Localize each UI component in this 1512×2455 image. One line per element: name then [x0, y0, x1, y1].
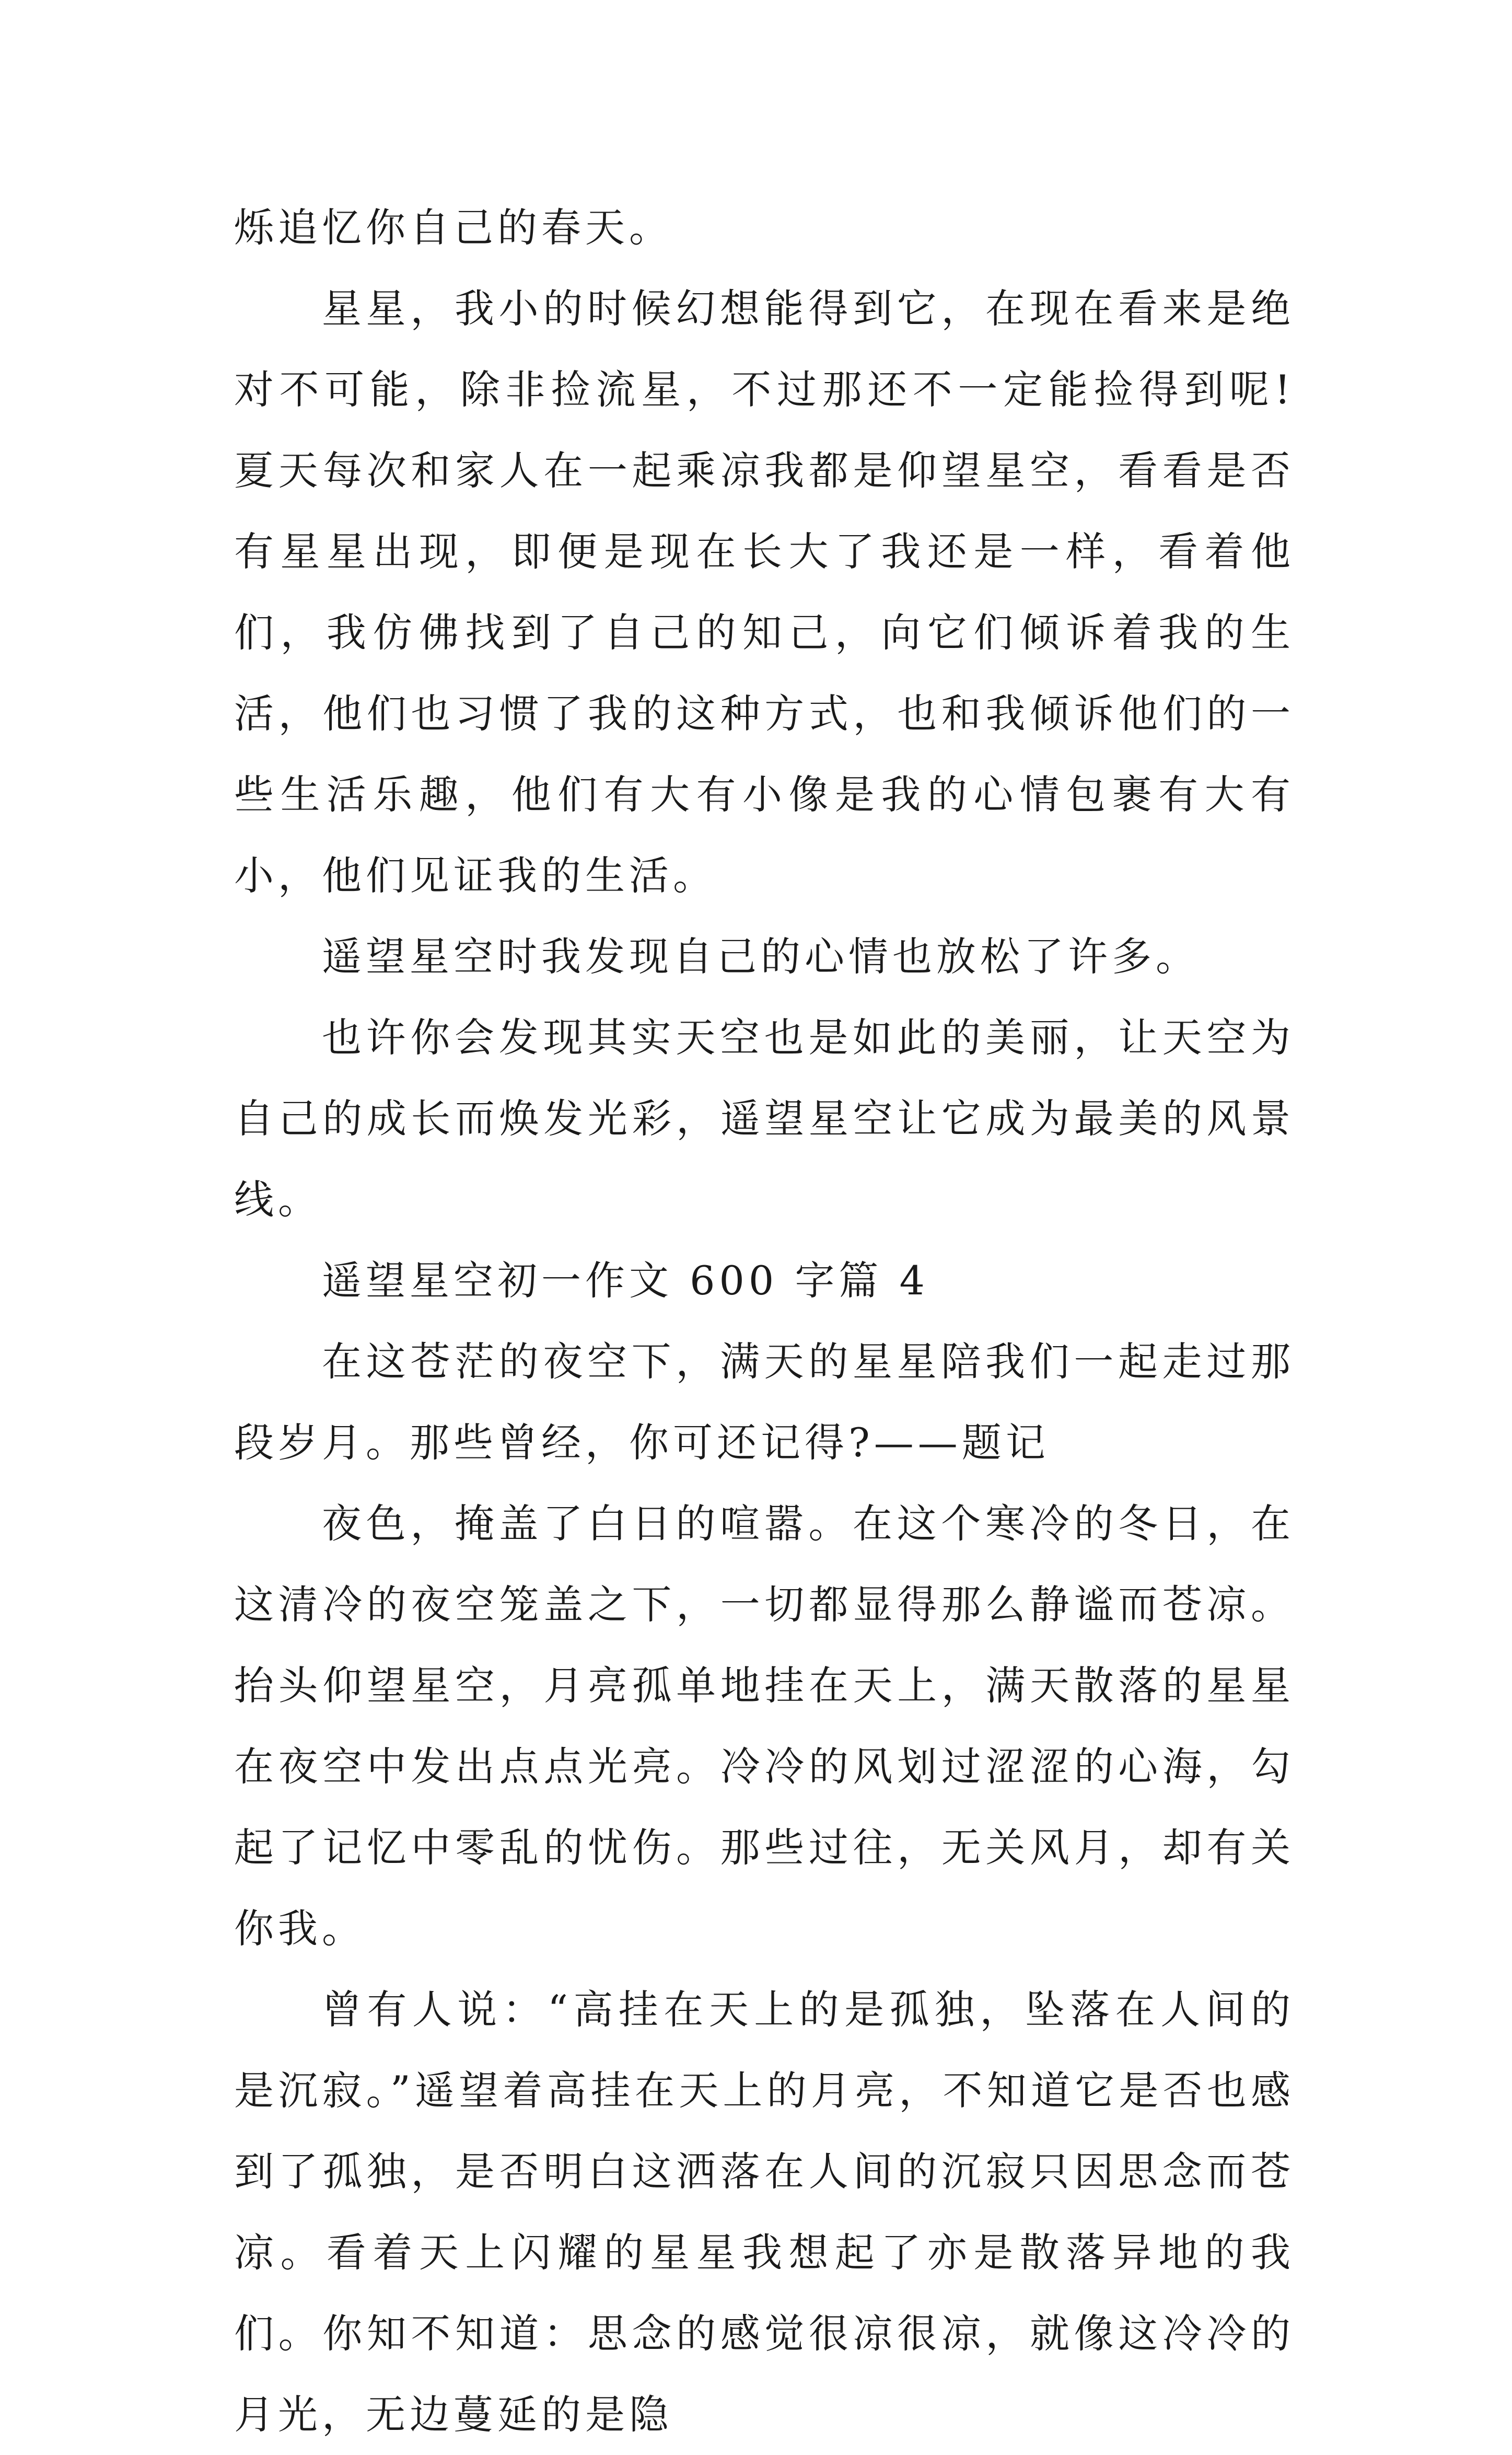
paragraph-3: 遥望星空时我发现自己的心情也放松了许多。: [322, 933, 1200, 980]
paragraph-2: 星星，我小的时候幻想能得到它，在现在看来是绝对不可能，除非捡流星，不过那还不一定能捡得到呢!夏天每次和家人在一起乘凉我都是仰望星空，看看是否有星星出现，即便是现在长大了我还是一样，看着他们，我仿佛找到了自己的知己，向它们倾诉着我的生活，他们也习惯了我的这种方式，也和我倾诉他们的一些生活乐趣，他们有大有小像是我的心情包裹有大有小，他们见证我的生活。: [234, 285, 1295, 899]
paragraph-5: 在这苍茫的夜空下，满天的星星陪我们一起走过那段岁月。那些曾经，你可还记得?——题记: [234, 1338, 1295, 1466]
body-text: [234, 187, 1295, 2455]
section-heading: 遥望星空初一作文 600 字篇 4: [322, 1257, 929, 1304]
paragraph-6: 夜色，掩盖了白日的喧嚣。在这个寒冷的冬日，在这清冷的夜空笼盖之下，一切都显得那么静谧而苍凉。抬头仰望星空，月亮孤单地挂在天上，满天散落的星星在夜空中发出点点光亮。冷冷的风划过涩涩的心海，勾起了记忆中零乱的忧伤。那些过往，无关风月，却有关你我。: [234, 1500, 1295, 1952]
paragraph-4: 也许你会发现其实天空也是如此的美丽，让天空为自己的成长而焕发光彩，遥望星空让它成为最美的风景线。: [234, 1014, 1295, 1223]
paragraph-1: 烁追忆你自己的春天。: [234, 204, 673, 251]
paragraph-7: 曾有人说：“高挂在天上的是孤独，坠落在人间的是沉寂。”遥望着高挂在天上的月亮，不知道它是否也感到了孤独，是否明白这洒落在人间的沉寂只因思念而苍凉。看着天上闪耀的星星我想起了亦是散落异地的我们。你知不知道：思念的感觉很凉很凉，就像这冷冷的月光，无边蔓延的是隐: [234, 1986, 1295, 2438]
